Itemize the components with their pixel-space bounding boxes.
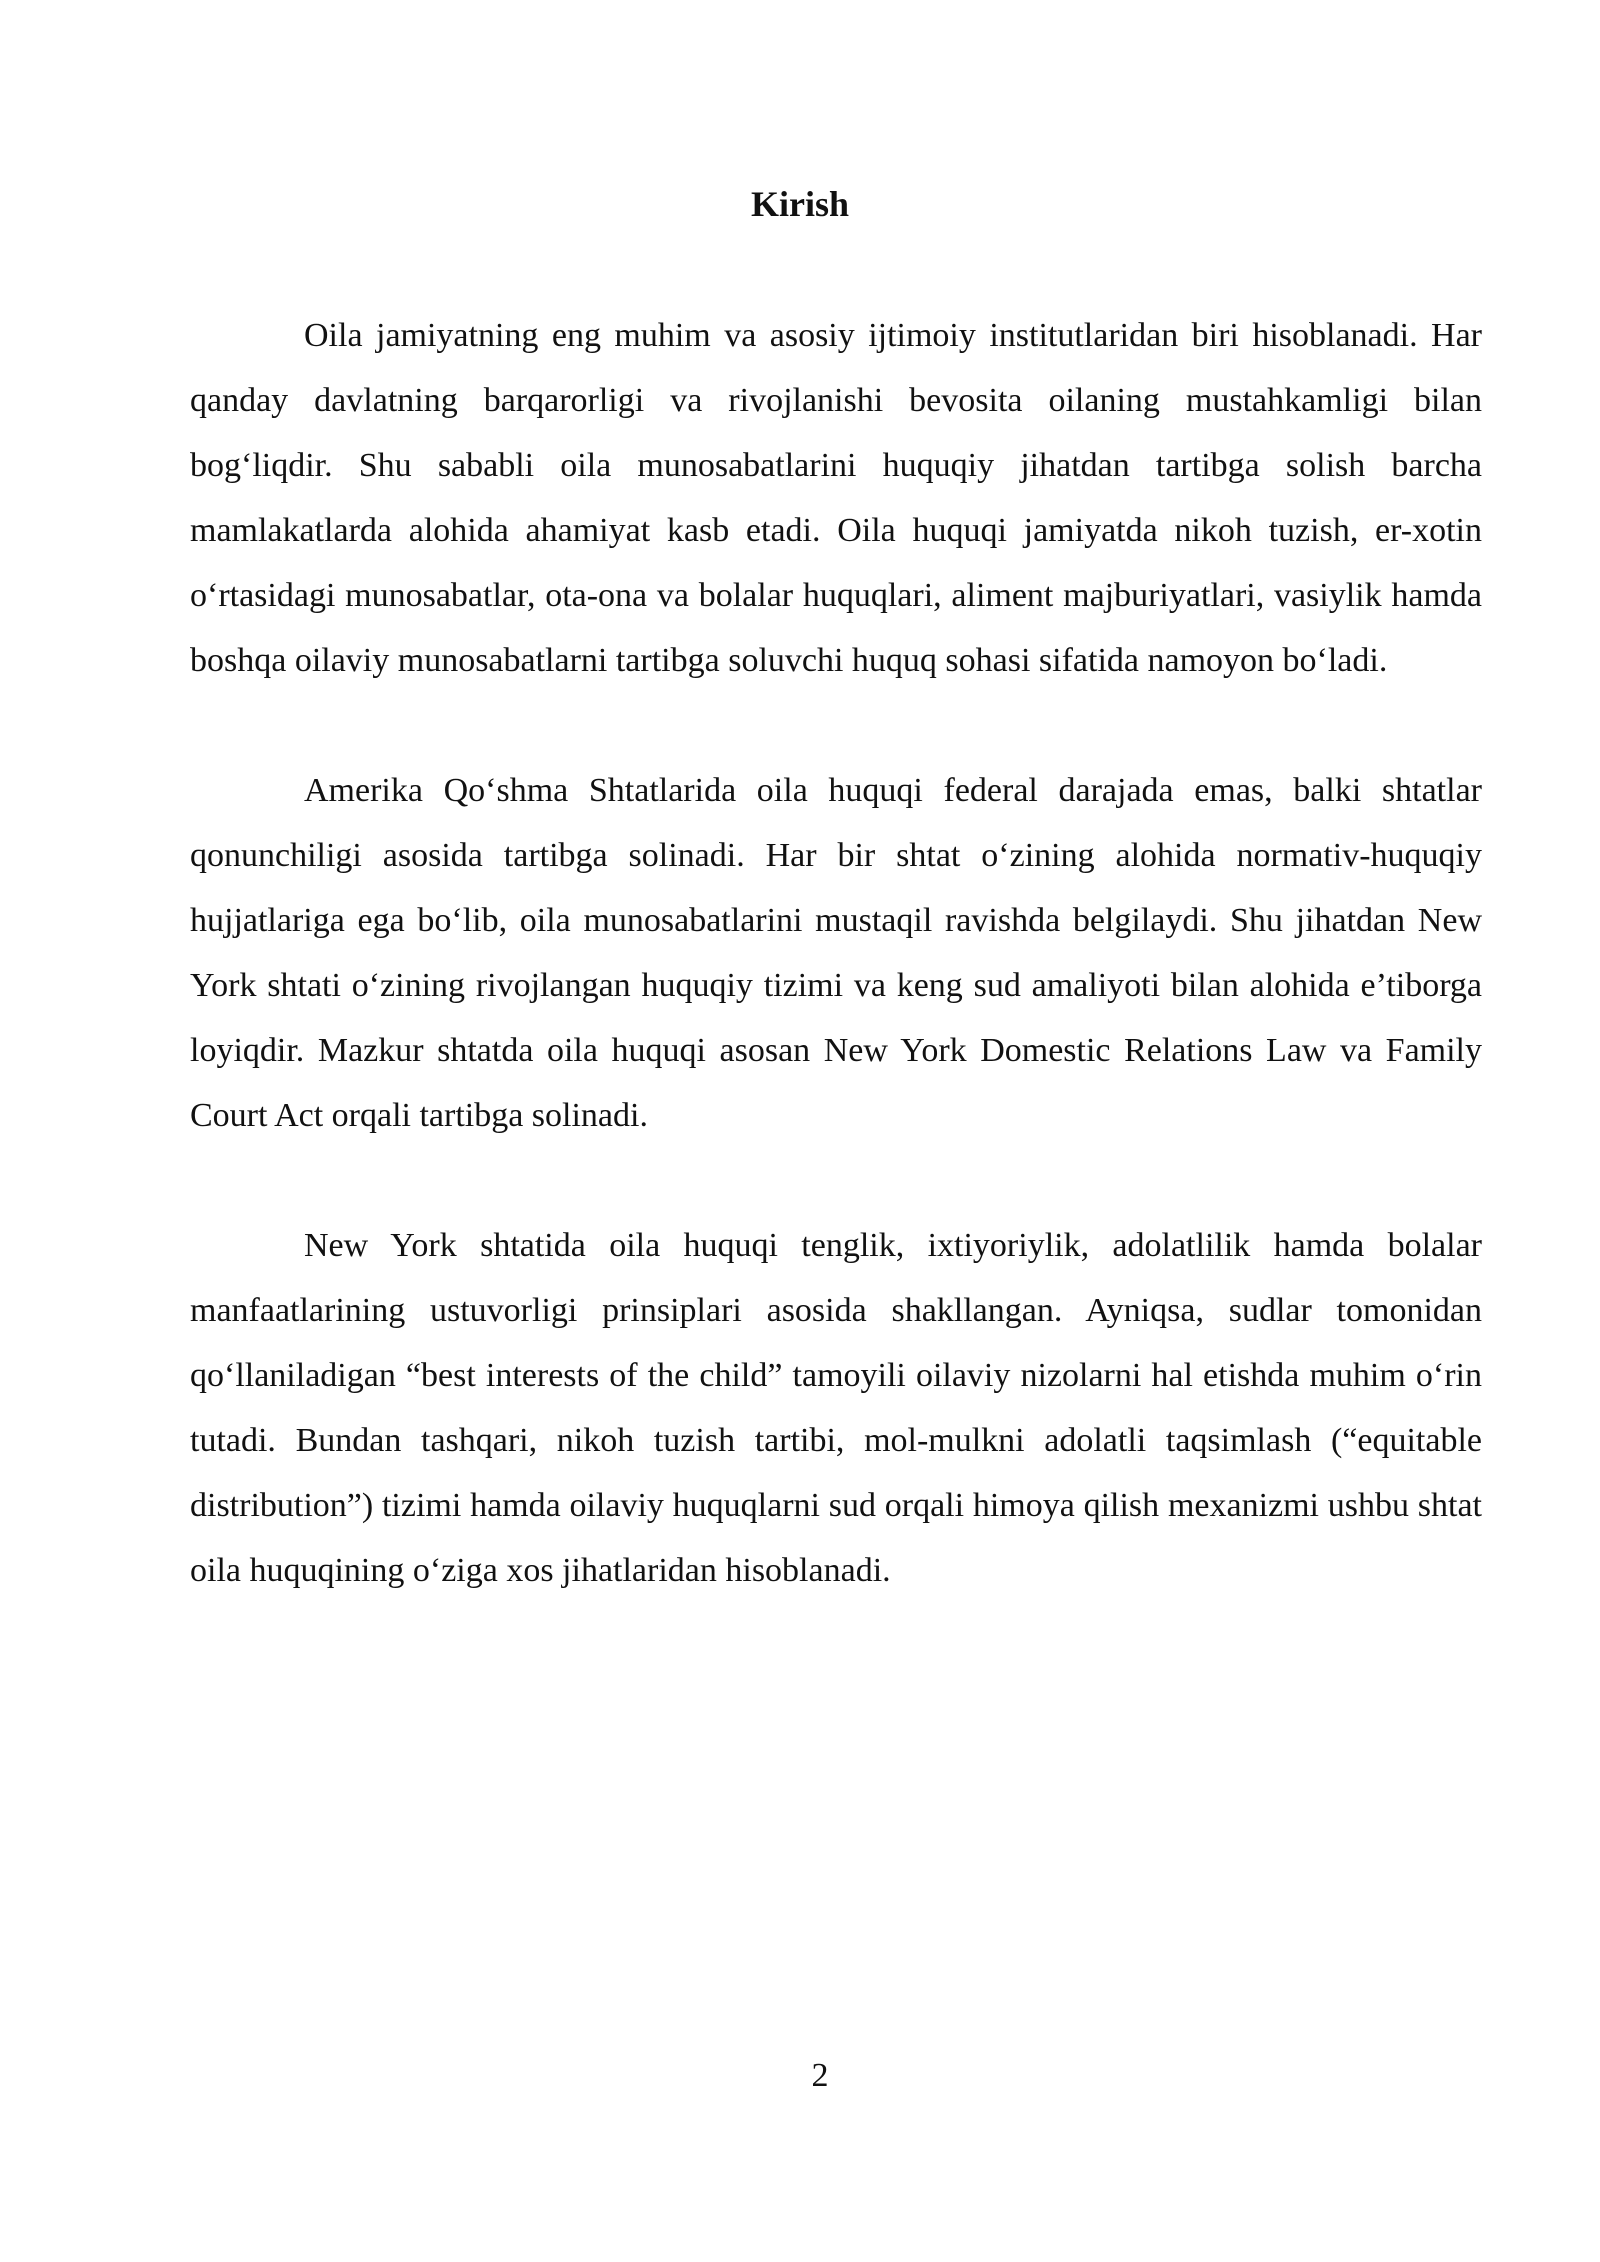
paragraph-3: New York shtatida oila huquqi tenglik, ixtiyoriylik, adolatlilik hamda bolalar manfaatlarining ustuvorligi prinsiplari asosida shakllangan. Ayniqsa, sudlar tomonidan qo‘llaniladigan “best interests of the child” tamoyili oilaviy nizolarni hal etishda muhim o‘rin tutadi. Bundan tashqari, nikoh tuzish tartibi, mol-mulkni adolatli taqsimlash (“equitable distribution”) tizimi hamda oilaviy huquqlarni sud orqali himoya qilish mexanizmi ushbu shtat oila huquqining o‘ziga xos jihatlaridan hisoblanadi.	[190, 1227, 1482, 1589]
body-text	[190, 303, 1482, 1668]
paragraph-1: Oila jamiyatning eng muhim va asosiy ijtimoiy institutlaridan biri hisoblanadi. Har qanday davlatning barqarorligi va rivojlanishi bevosita oilaning mustahkamligi bilan bog‘liqdir. Shu sababli oila munosabatlarini huquqiy jihatdan tartibga solish barcha mamlakatlarda alohida ahamiyat kasb etadi. Oila huquqi jamiyatda nikoh tuzish, er-xotin o‘rtasidagi munosabatlar, ota-ona va bolalar huquqlari, aliment majburiyatlari, vasiylik hamda boshqa oilaviy munosabatlarni tartibga soluvchi huquq sohasi sifatida namoyon bo‘ladi.	[190, 317, 1482, 679]
page-title: Kirish	[750, 184, 849, 224]
paragraph-2: Amerika Qo‘shma Shtatlarida oila huquqi federal darajada emas, balki shtatlar qonunchiligi asosida tartibga solinadi. Har bir shtat o‘zining alohida normativ-huquqiy hujjatlariga ega bo‘lib, oila munosabatlarini mustaqil ravishda belgilaydi. Shu jihatdan New York shtati o‘zining rivojlangan huquqiy tizimi va keng sud amaliyoti bilan alohida e’tiborga loyiqdir. Mazkur shtatda oila huquqi asosan New York Domestic Relations Law va Family Court Act orqali tartibga solinadi.	[190, 772, 1482, 1134]
page-number: 2	[811, 2057, 829, 2094]
